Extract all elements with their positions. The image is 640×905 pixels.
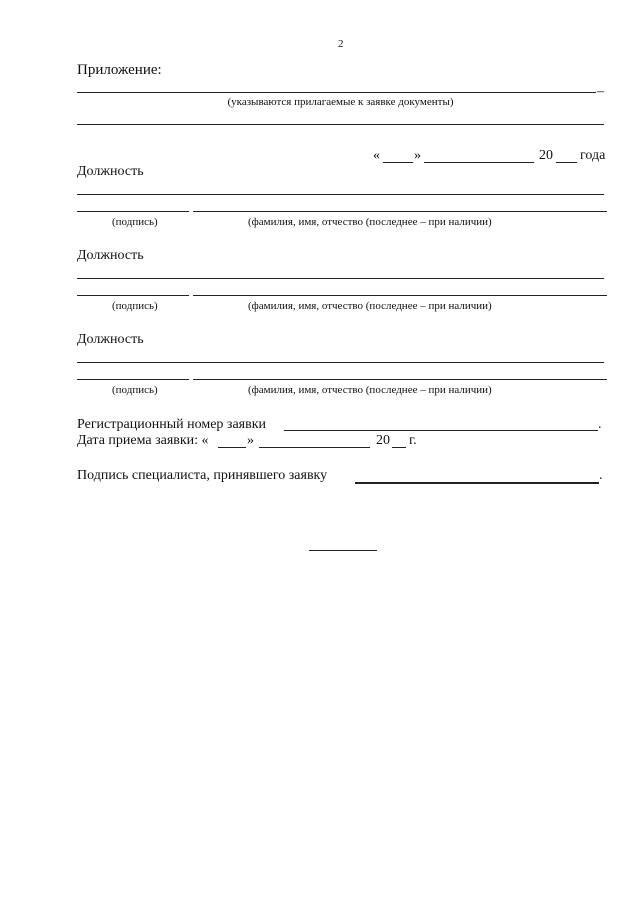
- signature-caption: (подпись): [112, 300, 158, 312]
- date-open-quote: «: [373, 148, 380, 163]
- signature-line: [77, 379, 189, 380]
- specialist-signature-line: [355, 482, 599, 484]
- name-caption: (фамилия, имя, отчество (последнее – при наличии): [248, 300, 492, 312]
- acceptance-month-blank: [259, 447, 370, 448]
- date-year-prefix: 20: [539, 148, 553, 163]
- acceptance-date-suffix: г.: [409, 433, 417, 448]
- position-line: [77, 194, 604, 195]
- acceptance-year: 20: [376, 433, 390, 448]
- name-caption: (фамилия, имя, отчество (последнее – при наличии): [248, 216, 492, 228]
- date-year-suffix: года: [580, 148, 606, 163]
- position-label: Должность: [77, 248, 144, 263]
- acceptance-date-close: »: [247, 433, 254, 448]
- name-line: [193, 211, 607, 212]
- signature-line: [77, 211, 189, 212]
- specialist-signature-end: .: [599, 468, 603, 483]
- registration-number-line: [284, 430, 598, 431]
- acceptance-date-label: Дата приема заявки: «: [77, 433, 209, 448]
- name-line: [193, 295, 607, 296]
- appendix-label: Приложение:: [77, 62, 162, 78]
- signature-caption: (подпись): [112, 384, 158, 396]
- name-caption: (фамилия, имя, отчество (последнее – при наличии): [248, 384, 492, 396]
- registration-number-end: .: [598, 417, 602, 432]
- appendix-line-trail: –: [597, 84, 604, 99]
- position-label: Должность: [77, 164, 144, 179]
- signature-line: [77, 295, 189, 296]
- acceptance-day-blank: [218, 447, 246, 448]
- date-close-quote: »: [414, 148, 421, 163]
- closing-separator: [309, 550, 377, 551]
- appendix-line-1: [77, 92, 596, 93]
- acceptance-year-blank: [392, 447, 406, 448]
- position-line: [77, 362, 604, 363]
- date-year-blank: [556, 162, 577, 163]
- date-day-blank: [383, 162, 413, 163]
- date-month-blank: [424, 162, 534, 163]
- position-line: [77, 278, 604, 279]
- registration-number-label: Регистрационный номер заявки: [77, 417, 267, 432]
- position-label: Должность: [77, 332, 144, 347]
- appendix-line-2: [77, 124, 604, 125]
- page-number: 2: [338, 38, 344, 50]
- specialist-signature-label: Подпись специалиста, принявшего заявку: [77, 468, 328, 483]
- appendix-caption: (указываются прилагаемые к заявке документы): [227, 96, 454, 108]
- name-line: [193, 379, 607, 380]
- signature-caption: (подпись): [112, 216, 158, 228]
